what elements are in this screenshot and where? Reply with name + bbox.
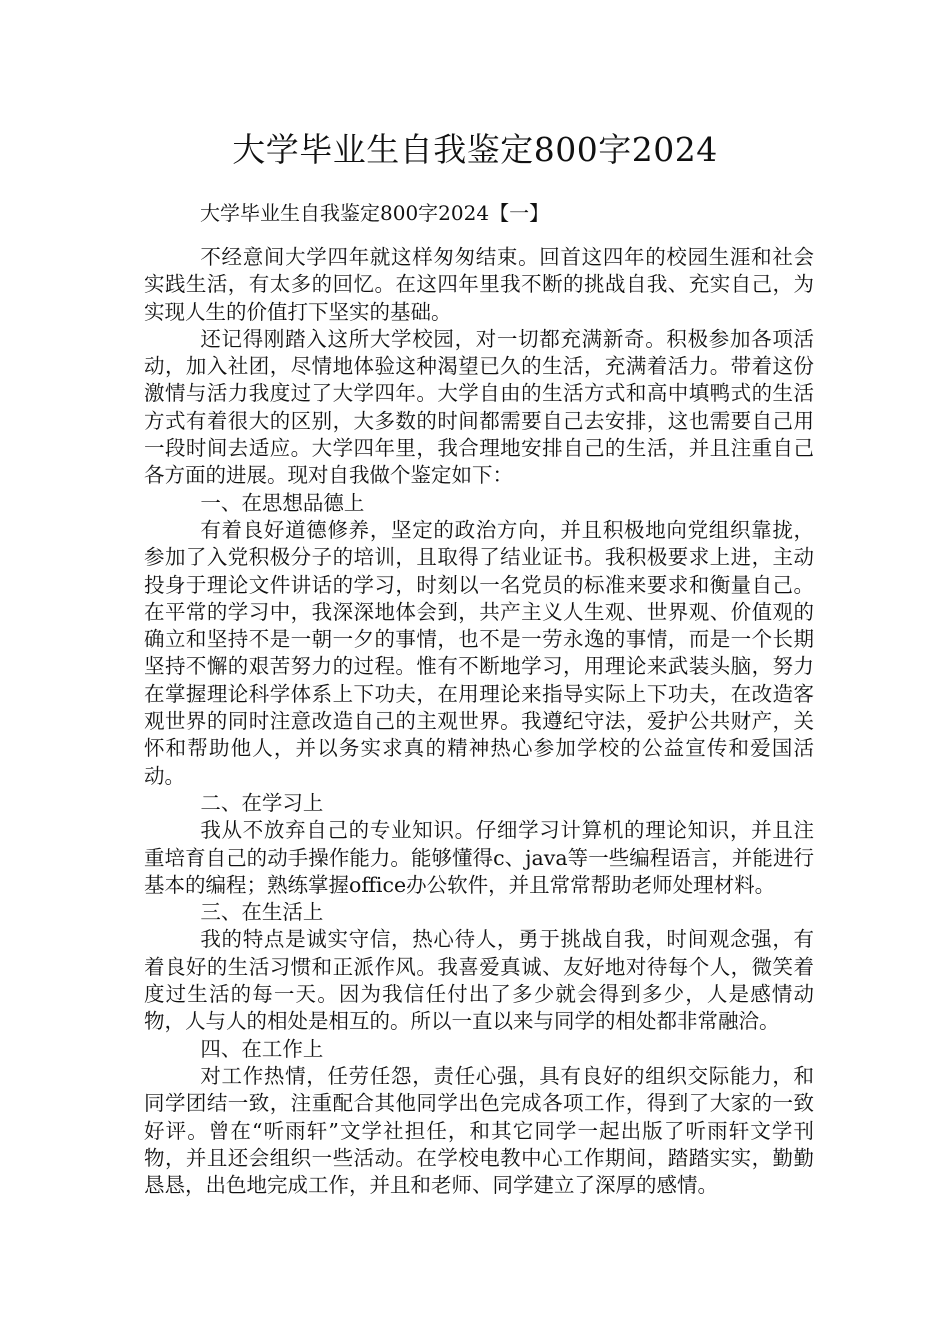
- document-body: [144, 244, 814, 1199]
- paragraph-campus: 还记得刚踏入这所大学校园，对一切都充满新奇。积极参加各项活动，加入社团，尽情地体验这种渴望已久的生活，充满着活力。带着这份激情与活力我度过了大学四年。大学自由的生活方式和高中填鸭式的生活方式有着很大的区别，大多数的时间都需要自己去安排，这也需要自己用一段时间去适应。大学四年里，我合理地安排自己的生活，并且注重自己各方面的进展。现对自我做个鉴定如下：: [144, 326, 814, 488]
- document-title: 大学毕业生自我鉴定800字2024: [232, 130, 718, 169]
- section-heading-work: 四、在工作上: [200, 1036, 324, 1061]
- document-subtitle: 大学毕业生自我鉴定800字2024【一】: [200, 201, 550, 225]
- section-heading-study: 二、在学习上: [200, 790, 324, 815]
- paragraph-morality: 有着良好道德修养，坚定的政治方向，并且积极地向党组织靠拢，参加了入党积极分子的培训，且取得了结业证书。我积极要求上进，主动投身于理论文件讲话的学习，时刻以一名党员的标准来要求和衡量自己。在平常的学习中，我深深地体会到，共产主义人生观、世界观、价值观的确立和坚持不是一朝一夕的事情，也不是一劳永逸的事情，而是一个长期坚持不懈的艰苦努力的过程。惟有不断地学习，用理论来武装头脑，努力在掌握理论科学体系上下功夫，在用理论来指导实际上下功夫，在改造客观世界的同时注意改造自己的主观世界。我遵纪守法，爱护公共财产，关怀和帮助他人，并以务实求真的精神热心参加学校的公益宣传和爱国活动。: [144, 517, 814, 788]
- paragraph-study: 我从不放弃自己的专业知识。仔细学习计算机的理论知识，并且注重培育自己的动手操作能力。能够懂得c、java等一些编程语言，并能进行基本的编程；熟练掌握office办公软件，并且常常帮助老师处理材料。: [144, 818, 814, 897]
- section-heading-life: 三、在生活上: [200, 900, 324, 925]
- paragraph-intro: 不经意间大学四年就这样匆匆结束。回首这四年的校园生涯和社会实践生活，有太多的回忆。在这四年里我不断的挑战自我、充实自己，为实现人生的价值打下坚实的基础。: [144, 245, 814, 324]
- paragraph-work: 对工作热情，任劳任怨，责任心强，具有良好的组织交际能力，和同学团结一致，注重配合其他同学出色完成各项工作，得到了大家的一致好评。曾在“听雨轩”文学社担任，和其它同学一起出版了听雨轩文学刊物，并且还会组织一些活动。在学校电教中心工作期间，踏踏实实，勤勤恳恳，出色地完成工作，并且和老师、同学建立了深厚的感情。: [144, 1063, 814, 1198]
- paragraph-life: 我的特点是诚实守信，热心待人，勇于挑战自我，时间观念强，有着良好的生活习惯和正派作风。我喜爱真诚、友好地对待每个人，微笑着度过生活的每一天。因为我信任付出了多少就会得到多少，人是感情动物，人与人的相处是相互的。所以一直以来与同学的相处都非常融洽。: [144, 927, 814, 1034]
- section-heading-morality: 一、在思想品德上: [200, 490, 365, 515]
